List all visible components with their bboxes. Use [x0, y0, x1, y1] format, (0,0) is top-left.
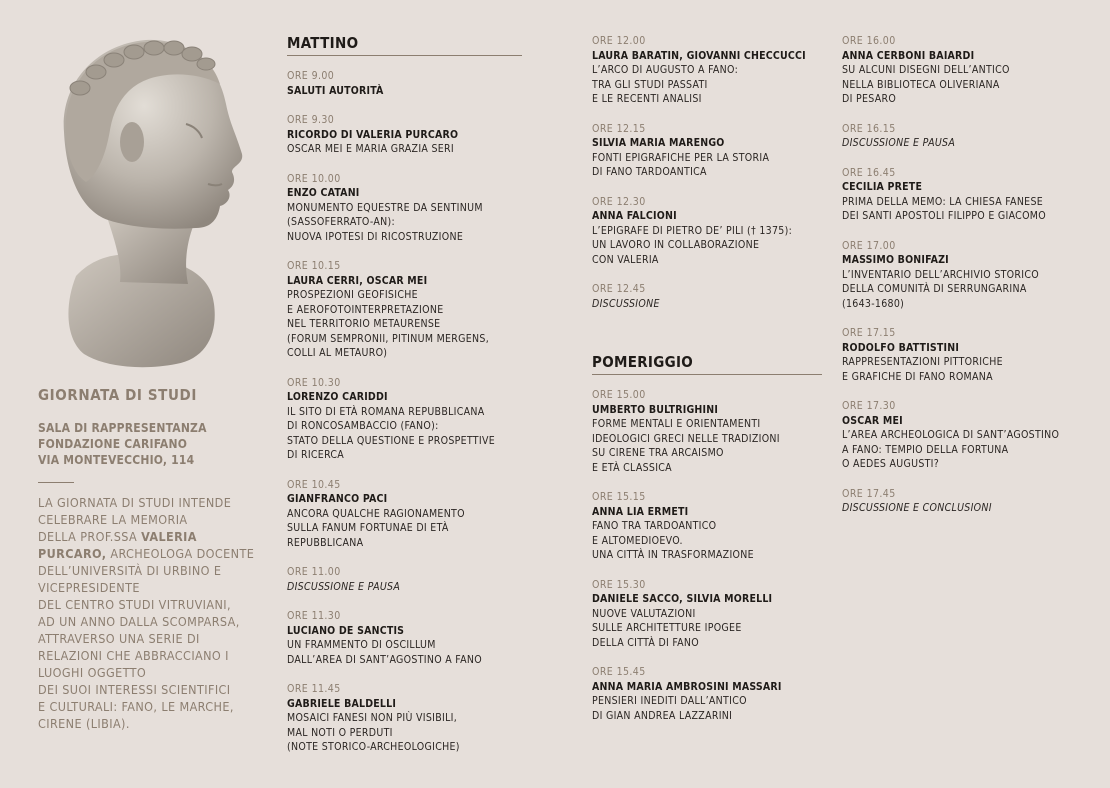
intro-line: RELAZIONI CHE ABBRACCIANO I [38, 648, 229, 663]
session-title-line: CON VALERIA [592, 253, 659, 266]
session-title-line: NELLA BIBLIOTECA OLIVERIANA [842, 78, 1000, 91]
session-speaker: UMBERTO BULTRIGHINI [592, 403, 719, 416]
schedule-column-midday [592, 34, 822, 738]
session-title [592, 694, 822, 723]
session-item [592, 388, 822, 475]
session-time: ORE 11.30 [287, 610, 341, 622]
intro-line: DEL CENTRO STUDI VITRUVIANI, [38, 597, 231, 612]
session-item [287, 682, 522, 755]
session-time: ORE 15.30 [592, 578, 646, 591]
intro-line: AD UN ANNO DALLA SCOMPARSA, [38, 614, 240, 629]
session-title-line: DI FANO TARDOANTICA [592, 166, 707, 178]
session-speaker: SALUTI AUTORITÀ [287, 84, 384, 97]
session-title-line: (FORUM SEMPRONII, PITINUM MERGENS, [287, 332, 490, 345]
session-title-line: ANCORA QUALCHE RAGIONAMENTO [287, 507, 465, 520]
session-time: ORE 16.15 [842, 122, 896, 135]
session-title-line: NUOVA IPOTESI DI RICOSTRUZIONE [287, 230, 464, 243]
session-title-line: UN FRAMMENTO DI OSCILLUM [287, 639, 436, 651]
session-item [592, 578, 822, 651]
session-time: ORE 10.00 [287, 172, 341, 185]
session-title-line: O AEDES AUGUSTI? [842, 458, 940, 470]
session-title [842, 195, 1092, 224]
session-title [842, 63, 1092, 107]
session-title [842, 501, 1092, 516]
session-speaker: GIANFRANCO PACI [287, 493, 388, 505]
session-time: ORE 12.00 [592, 35, 646, 47]
session-title-line: NEL TERRITORIO METAURENSE [287, 318, 441, 330]
session-time: ORE 16.00 [842, 35, 896, 47]
marble-bust-portrait [36, 14, 246, 370]
intro-line: E CULTURALI: FANO, LE MARCHE, [38, 699, 234, 714]
session-title-line: PENSIERI INEDITI DALL’ANTICO [592, 695, 747, 707]
session-list [592, 388, 822, 723]
session-item [592, 34, 822, 107]
session-title-line: DI PESARO [842, 93, 897, 105]
intro-line: LA GIORNATA DI STUDI INTENDE [38, 495, 232, 510]
session-item [287, 259, 522, 361]
session-time: ORE 9.00 [287, 70, 335, 82]
session-title-line: (1643-1680) [842, 297, 905, 310]
session-title [592, 224, 822, 268]
session-title-line: IDEOLOGICI GRECI NELLE TRADIZIONI [592, 432, 780, 445]
session-time: ORE 10.45 [287, 478, 341, 491]
intro-line: DEI SUOI INTERESSI SCIENTIFICI [38, 682, 231, 697]
session-title-line: E ETÀ CLASSICA [592, 461, 672, 474]
venue-line: VIA MONTEVECCHIO, 114 [38, 453, 195, 467]
session-title-line: UN LAVORO IN COLLABORAZIONE [592, 239, 760, 251]
session-item [842, 34, 1092, 107]
session-title [287, 201, 522, 245]
session-time: ORE 10.30 [287, 376, 341, 389]
session-speaker: DANIELE SACCO, SILVIA MORELLI [592, 593, 773, 605]
session-title-line: L’AREA ARCHEOLOGICA DI SANT’AGOSTINO [842, 429, 1060, 441]
session-time: ORE 12.15 [592, 122, 646, 135]
session-item [842, 122, 1092, 151]
session-title [287, 288, 522, 361]
session-title [842, 355, 1092, 384]
intro-text: DELLA PROF.SSA [38, 529, 142, 544]
intro-paragraph [38, 494, 258, 732]
session-item [842, 166, 1092, 224]
session-title-line: OSCAR MEI E MARIA GRAZIA SERI [287, 143, 454, 155]
session-list [592, 34, 822, 311]
session-title [287, 142, 522, 157]
venue-line: FONDAZIONE CARIFANO [38, 437, 188, 451]
session-title-line: DALL’AREA DI SANT’AGOSTINO A FANO [287, 653, 482, 666]
honoree-name: VALERIA [141, 529, 197, 544]
section-header-pomeriggio: POMERIGGIO [592, 353, 822, 375]
session-title [287, 580, 522, 595]
session-speaker: SILVIA MARIA MARENGO [592, 137, 725, 149]
session-title-line: L’INVENTARIO DELL’ARCHIVIO STORICO [842, 268, 1040, 281]
session-item [842, 239, 1092, 312]
session-speaker: LUCIANO DE SANCTIS [287, 624, 405, 637]
session-time: ORE 10.15 [287, 260, 341, 272]
session-speaker: ANNA MARIA AMBROSINI MASSARI [592, 680, 782, 693]
session-item [287, 172, 522, 245]
divider [38, 482, 74, 483]
session-time: ORE 17.45 [842, 487, 896, 500]
session-title-line: E LE RECENTI ANALISI [592, 93, 702, 105]
venue-address [38, 420, 207, 468]
session-title-line: STATO DELLA QUESTIONE E PROSPETTIVE [287, 434, 495, 447]
session-title-line: REPUBBLICANA [287, 536, 364, 549]
session-title [592, 519, 822, 563]
session-item [287, 69, 522, 98]
intro-line [38, 528, 258, 545]
venue-line: SALA DI RAPPRESENTANZA [38, 421, 207, 435]
session-list [287, 69, 522, 755]
session-time: ORE 11.45 [287, 683, 341, 695]
session-time: ORE 12.45 [592, 283, 646, 295]
session-speaker: LAURA CERRI, OSCAR MEI [287, 274, 428, 287]
session-title-line: PROSPEZIONI GEOFISICHE [287, 289, 418, 301]
session-speaker: GABRIELE BALDELLI [287, 697, 397, 710]
event-title: GIORNATA DI STUDI [38, 386, 197, 404]
session-title-line: DI RICERCA [287, 449, 345, 461]
intro-line: CIRENE (LIBIA). [38, 716, 130, 731]
session-speaker: ENZO CATANI [287, 187, 360, 199]
session-item [287, 609, 522, 667]
session-item [287, 376, 522, 463]
schedule-column-afternoon [842, 34, 1092, 531]
session-speaker: LAURA BARATIN, GIOVANNI CHECCUCCI [592, 49, 806, 62]
session-title-line: DISCUSSIONE E PAUSA [287, 580, 401, 593]
intro-line: VICEPRESIDENTE [38, 580, 140, 595]
session-time: ORE 16.45 [842, 166, 896, 179]
session-title-line: A FANO: TEMPIO DELLA FORTUNA [842, 443, 1009, 456]
session-title-line: DELLA COMUNITÀ DI SERRUNGARINA [842, 283, 1027, 295]
session-time: ORE 12.30 [592, 195, 646, 208]
session-title [592, 417, 822, 475]
session-title [842, 136, 1092, 151]
session-item [287, 478, 522, 551]
session-speaker: ANNA CERBONI BAIARDI [842, 49, 975, 62]
session-title [842, 428, 1092, 472]
session-title [592, 297, 822, 312]
session-title-line: COLLI AL METAURO) [287, 347, 388, 359]
session-title [287, 638, 522, 667]
session-title-line: DISCUSSIONE E PAUSA [842, 137, 956, 149]
session-title-line: TRA GLI STUDI PASSATI [592, 78, 708, 91]
session-speaker: CECILIA PRETE [842, 181, 923, 193]
session-item [842, 326, 1092, 384]
session-item [287, 565, 522, 594]
session-time: ORE 17.00 [842, 239, 896, 252]
session-item [287, 113, 522, 157]
session-title-line: SU ALCUNI DISEGNI DELL’ANTICO [842, 64, 1010, 76]
intro-text: ARCHEOLOGA DOCENTE [106, 546, 255, 561]
honoree-surname: PURCARO, [38, 546, 107, 561]
session-title [287, 507, 522, 551]
session-title-line: FORME MENTALI E ORIENTAMENTI [592, 418, 761, 430]
intro-line: LUOGHI OGGETTO [38, 665, 147, 680]
session-title-line: FONTI EPIGRAFICHE PER LA STORIA [592, 151, 770, 164]
intro-line: CELEBRARE LA MEMORIA [38, 512, 188, 527]
session-item [592, 490, 822, 563]
session-title-line: DI RONCOSAMBACCIO (FANO): [287, 420, 439, 432]
session-title-line: UNA CITTÀ IN TRASFORMAZIONE [592, 549, 754, 561]
session-title-line: (SASSOFERRATO-AN): [287, 216, 395, 228]
session-title-line: SU CIRENE TRA ARCAISMO [592, 447, 724, 459]
session-item [842, 399, 1092, 472]
session-title-line: NUOVE VALUTAZIONI [592, 607, 696, 620]
schedule-column-morning [287, 34, 522, 770]
session-title-line: SULLA FANUM FORTUNAE DI ETÀ [287, 522, 449, 534]
session-time: ORE 11.00 [287, 566, 341, 578]
session-title-line: DISCUSSIONE E CONCLUSIONI [842, 502, 992, 514]
session-time: ORE 17.15 [842, 327, 896, 339]
session-title [592, 63, 822, 107]
session-title [842, 268, 1092, 312]
session-item [592, 195, 822, 268]
intro-line: ATTRAVERSO UNA SERIE DI [38, 631, 200, 646]
session-title-line: L’EPIGRAFE DI PIETRO DE’ PILI († 1375): [592, 224, 793, 237]
session-title-line: E ALTOMEDIOEVO. [592, 534, 683, 547]
session-time: ORE 15.15 [592, 491, 646, 503]
session-time: ORE 17.30 [842, 400, 896, 412]
session-list [842, 34, 1092, 516]
session-speaker: LORENZO CARIDDI [287, 391, 388, 403]
session-item [592, 122, 822, 180]
session-item [592, 665, 822, 723]
session-title-line: MAL NOTI O PERDUTI [287, 726, 393, 739]
session-title-line: FANO TRA TARDOANTICO [592, 520, 717, 532]
session-speaker: ANNA LIA ERMETI [592, 505, 689, 518]
session-title-line: RAPPRESENTAZIONI PITTORICHE [842, 356, 1003, 368]
session-title-line: MOSAICI FANESI NON PIÙ VISIBILI, [287, 712, 458, 724]
session-title-line: E GRAFICHE DI FANO ROMANA [842, 370, 993, 383]
session-title-line: SULLE ARCHITETTURE IPOGEE [592, 622, 742, 634]
session-title-line: DELLA CITTÀ DI FANO [592, 636, 700, 649]
intro-line: DELL’UNIVERSITÀ DI URBINO E [38, 563, 222, 578]
session-title-line: IL SITO DI ETÀ ROMANA REPUBBLICANA [287, 405, 485, 418]
session-title-line: E AEROFOTOINTERPRETAZIONE [287, 303, 444, 316]
session-speaker: RODOLFO BATTISTINI [842, 341, 960, 354]
session-title [592, 151, 822, 180]
session-time: ORE 15.45 [592, 666, 646, 678]
section-header-mattino: MATTINO [287, 34, 522, 56]
session-title [287, 405, 522, 463]
session-title [287, 711, 522, 755]
session-time: ORE 15.00 [592, 389, 646, 401]
session-title-line: MONUMENTO EQUESTRE DA SENTINUM [287, 201, 483, 214]
session-title-line: L’ARCO DI AUGUSTO A FANO: [592, 64, 739, 76]
session-speaker: RICORDO DI VALERIA PURCARO [287, 128, 459, 141]
session-item [592, 282, 822, 311]
session-title-line: (NOTE STORICO-ARCHEOLOGICHE) [287, 741, 460, 753]
intro-line [38, 545, 258, 562]
session-speaker: ANNA FALCIONI [592, 210, 677, 222]
session-item [842, 487, 1092, 516]
session-title-line: PRIMA DELLA MEMO: LA CHIESA FANESE [842, 195, 1044, 208]
session-title-line: DEI SANTI APOSTOLI FILIPPO E GIACOMO [842, 210, 1046, 222]
session-speaker: MASSIMO BONIFAZI [842, 254, 949, 266]
session-title-line: DISCUSSIONE [592, 297, 660, 310]
session-time: ORE 9.30 [287, 114, 335, 126]
session-title [592, 607, 822, 651]
session-speaker: OSCAR MEI [842, 414, 903, 427]
session-title-line: DI GIAN ANDREA LAZZARINI [592, 709, 733, 722]
